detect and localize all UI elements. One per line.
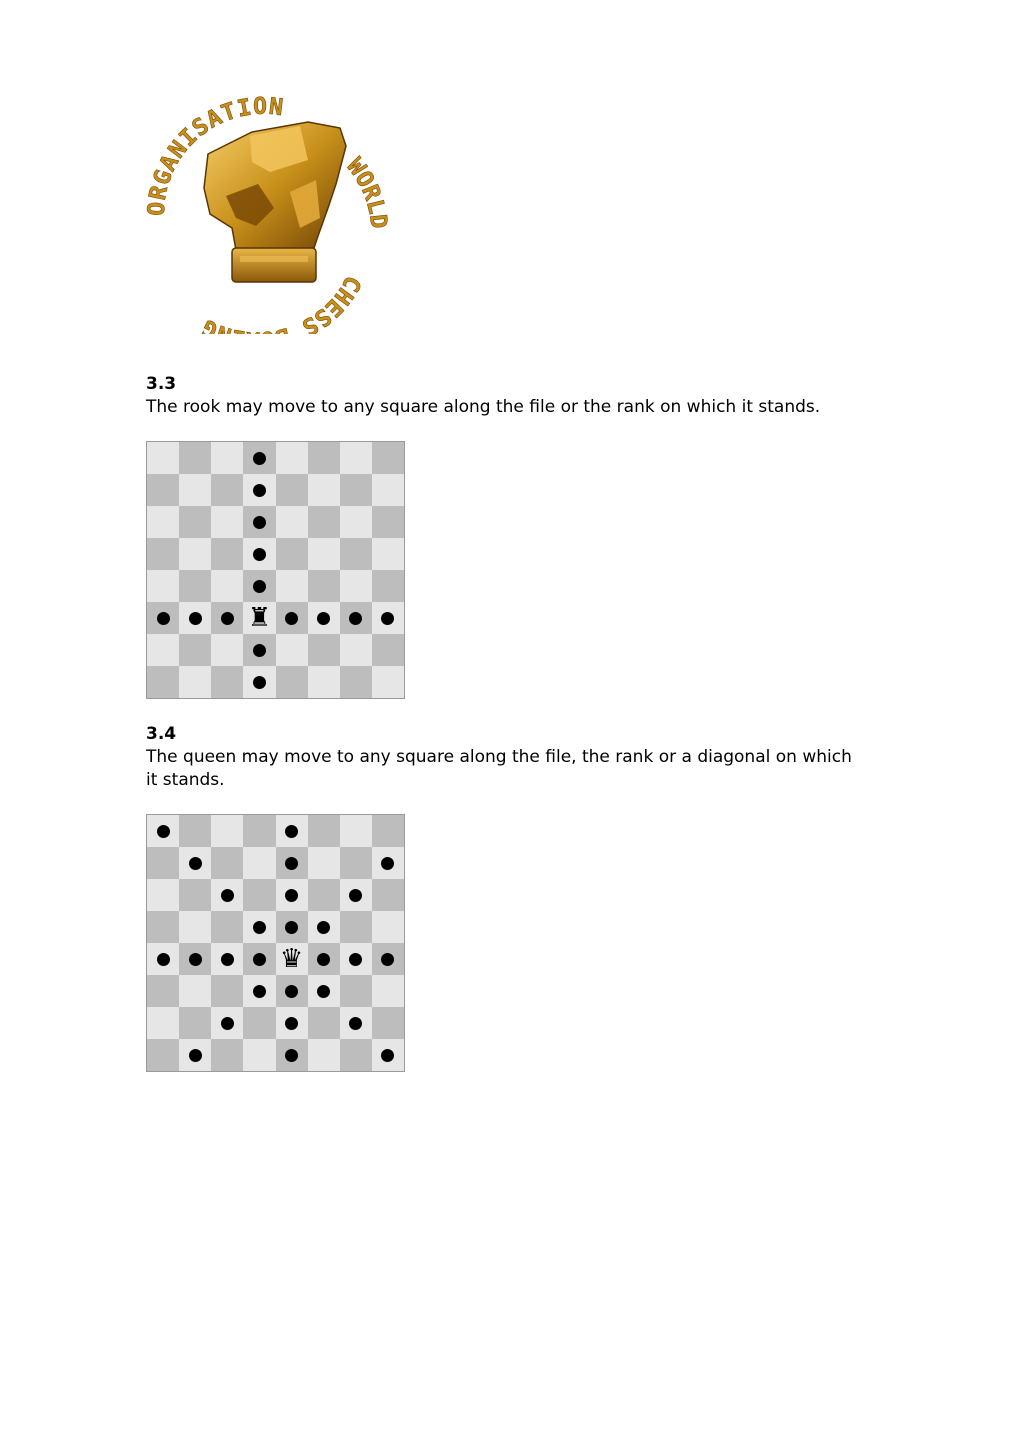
board-square: [147, 1039, 179, 1071]
board-square: [308, 1039, 340, 1071]
move-marker: [317, 985, 330, 998]
board-square: [147, 975, 179, 1007]
board-square: [211, 1039, 243, 1071]
queen-move-diagram: [146, 814, 405, 1072]
board-square: [372, 538, 404, 570]
board-square: [340, 442, 372, 474]
board-square: [308, 474, 340, 506]
move-marker: [221, 953, 234, 966]
board-square: [372, 666, 404, 698]
board-square: [147, 847, 179, 879]
board-square: [179, 506, 211, 538]
board-square: [340, 1039, 372, 1071]
move-marker: [285, 921, 298, 934]
board-square: [340, 879, 372, 911]
board-square: [276, 474, 308, 506]
board-square: [276, 602, 308, 634]
board-square: [179, 1007, 211, 1039]
board-square: [276, 879, 308, 911]
move-marker: [381, 953, 394, 966]
board-square: [211, 442, 243, 474]
move-marker: [157, 953, 170, 966]
queen-icon: ♛: [279, 944, 304, 974]
board-square: [243, 634, 275, 666]
move-marker: [253, 516, 266, 529]
board-square: [308, 570, 340, 602]
board-square: [276, 943, 308, 975]
move-marker: [253, 580, 266, 593]
move-marker: [285, 612, 298, 625]
move-marker: [381, 857, 394, 870]
rook-move-diagram: [146, 441, 405, 699]
board-square: [340, 602, 372, 634]
board-square: [147, 602, 179, 634]
board-square: [243, 911, 275, 943]
move-marker: [189, 857, 202, 870]
board-square: [340, 570, 372, 602]
glove-knight-icon: [204, 122, 346, 282]
board-square: [243, 442, 275, 474]
section-number: 3.4: [146, 724, 177, 744]
move-marker: [285, 985, 298, 998]
board-square: [340, 506, 372, 538]
board-square: [243, 1007, 275, 1039]
board-square: [308, 506, 340, 538]
board-square: [243, 538, 275, 570]
board-square: [147, 570, 179, 602]
board-square: [179, 1039, 211, 1071]
logo-ring-top: ORGANISATION: [143, 93, 286, 217]
logo-ring-bottom: CHESS G: [198, 271, 366, 334]
move-marker: [349, 1017, 362, 1030]
section-text: The queen may move to any square along the file, the rank or a diagonal on which it stands.: [146, 747, 852, 790]
board-square: [308, 1007, 340, 1039]
board-square: [340, 634, 372, 666]
board-square: [308, 538, 340, 570]
board-square: [211, 911, 243, 943]
board-square: [340, 911, 372, 943]
board-square: [179, 815, 211, 847]
move-marker: [381, 1049, 394, 1062]
board-square: [179, 474, 211, 506]
board-square: [276, 1039, 308, 1071]
board-square: [308, 442, 340, 474]
move-marker: [285, 825, 298, 838]
move-marker: [253, 644, 266, 657]
board-square: [243, 815, 275, 847]
board-square: [211, 506, 243, 538]
board-square: [276, 506, 308, 538]
board-square: [276, 911, 308, 943]
board-square: [308, 815, 340, 847]
board-square: [308, 879, 340, 911]
board-square: [340, 943, 372, 975]
board-square: [276, 815, 308, 847]
board-square: [308, 602, 340, 634]
board-square: [340, 474, 372, 506]
board-square: [243, 474, 275, 506]
move-marker: [285, 1049, 298, 1062]
board-square: [179, 911, 211, 943]
board-square: [308, 943, 340, 975]
board-square: [372, 911, 404, 943]
board-square: [308, 911, 340, 943]
board-square: [276, 442, 308, 474]
move-marker: [285, 857, 298, 870]
board-square: [179, 943, 211, 975]
board-square: [147, 911, 179, 943]
board-square: [372, 975, 404, 1007]
logo-ring-right: WORL: [341, 153, 388, 217]
board-square: [340, 538, 372, 570]
board-square: [211, 666, 243, 698]
board-square: [276, 538, 308, 570]
board-square: [179, 666, 211, 698]
board-square: [276, 634, 308, 666]
board-square: [211, 602, 243, 634]
board-square: [179, 634, 211, 666]
move-marker: [189, 612, 202, 625]
move-marker: [253, 985, 266, 998]
board-square: [147, 442, 179, 474]
move-marker: [221, 889, 234, 902]
move-marker: [381, 612, 394, 625]
board-square: [372, 474, 404, 506]
board-square: [276, 666, 308, 698]
board-square: [276, 975, 308, 1007]
section-text: The rook may move to any square along the file or the rank on which it stands.: [146, 397, 821, 417]
board-square: [243, 570, 275, 602]
board-square: [147, 506, 179, 538]
move-marker: [253, 676, 266, 689]
board-square: [308, 634, 340, 666]
board-square: [243, 879, 275, 911]
board-square: [243, 666, 275, 698]
board-square: [308, 847, 340, 879]
board-square: [147, 634, 179, 666]
board-square: [211, 879, 243, 911]
board-square: [211, 847, 243, 879]
board-square: [372, 1039, 404, 1071]
board-square: [211, 1007, 243, 1039]
board-square: [243, 847, 275, 879]
board-square: [179, 847, 211, 879]
board-square: [340, 666, 372, 698]
move-marker: [317, 953, 330, 966]
board-square: [243, 506, 275, 538]
board-square: [276, 1007, 308, 1039]
move-marker: [253, 953, 266, 966]
board-square: [308, 666, 340, 698]
board-square: [340, 1007, 372, 1039]
board-square: [276, 847, 308, 879]
board-square: [179, 538, 211, 570]
move-marker: [157, 612, 170, 625]
move-marker: [317, 612, 330, 625]
move-marker: [189, 1049, 202, 1062]
board-square: [147, 538, 179, 570]
board-square: [147, 474, 179, 506]
board-square: [372, 815, 404, 847]
board-square: [211, 634, 243, 666]
board-square: [211, 943, 243, 975]
move-marker: [349, 889, 362, 902]
board-square: [372, 442, 404, 474]
board-square: [147, 943, 179, 975]
board-square: [211, 538, 243, 570]
board-square: [308, 975, 340, 1007]
move-marker: [285, 1017, 298, 1030]
move-marker: [317, 921, 330, 934]
move-marker: [253, 548, 266, 561]
board-square: [372, 847, 404, 879]
board-square: [211, 815, 243, 847]
board-square: [243, 1039, 275, 1071]
board-square: [179, 879, 211, 911]
move-marker: [349, 612, 362, 625]
board-square: [147, 1007, 179, 1039]
board-square: [372, 1007, 404, 1039]
board-square: [147, 666, 179, 698]
board-square: [372, 570, 404, 602]
move-marker: [253, 452, 266, 465]
move-marker: [349, 953, 362, 966]
move-marker: [157, 825, 170, 838]
board-square: [179, 975, 211, 1007]
board-square: [340, 847, 372, 879]
rook-icon: ♜: [247, 603, 272, 633]
move-marker: [253, 484, 266, 497]
board-square: [243, 602, 275, 634]
board-square: [372, 602, 404, 634]
board-square: [372, 634, 404, 666]
move-marker: [221, 612, 234, 625]
move-marker: [253, 921, 266, 934]
board-square: [179, 442, 211, 474]
board-square: [340, 975, 372, 1007]
board-square: [340, 815, 372, 847]
board-square: [147, 879, 179, 911]
board-square: [211, 975, 243, 1007]
wcbo-logo: [140, 88, 388, 334]
board-square: [372, 943, 404, 975]
move-marker: [221, 1017, 234, 1030]
board-square: [243, 943, 275, 975]
board-square: [243, 975, 275, 1007]
board-square: [211, 570, 243, 602]
board-square: [276, 570, 308, 602]
board-square: [147, 815, 179, 847]
board-square: [372, 506, 404, 538]
board-square: [179, 602, 211, 634]
move-marker: [285, 889, 298, 902]
move-marker: [189, 953, 202, 966]
board-square: [179, 570, 211, 602]
board-square: [211, 474, 243, 506]
board-square: [372, 879, 404, 911]
section-number: 3.3: [146, 374, 177, 394]
